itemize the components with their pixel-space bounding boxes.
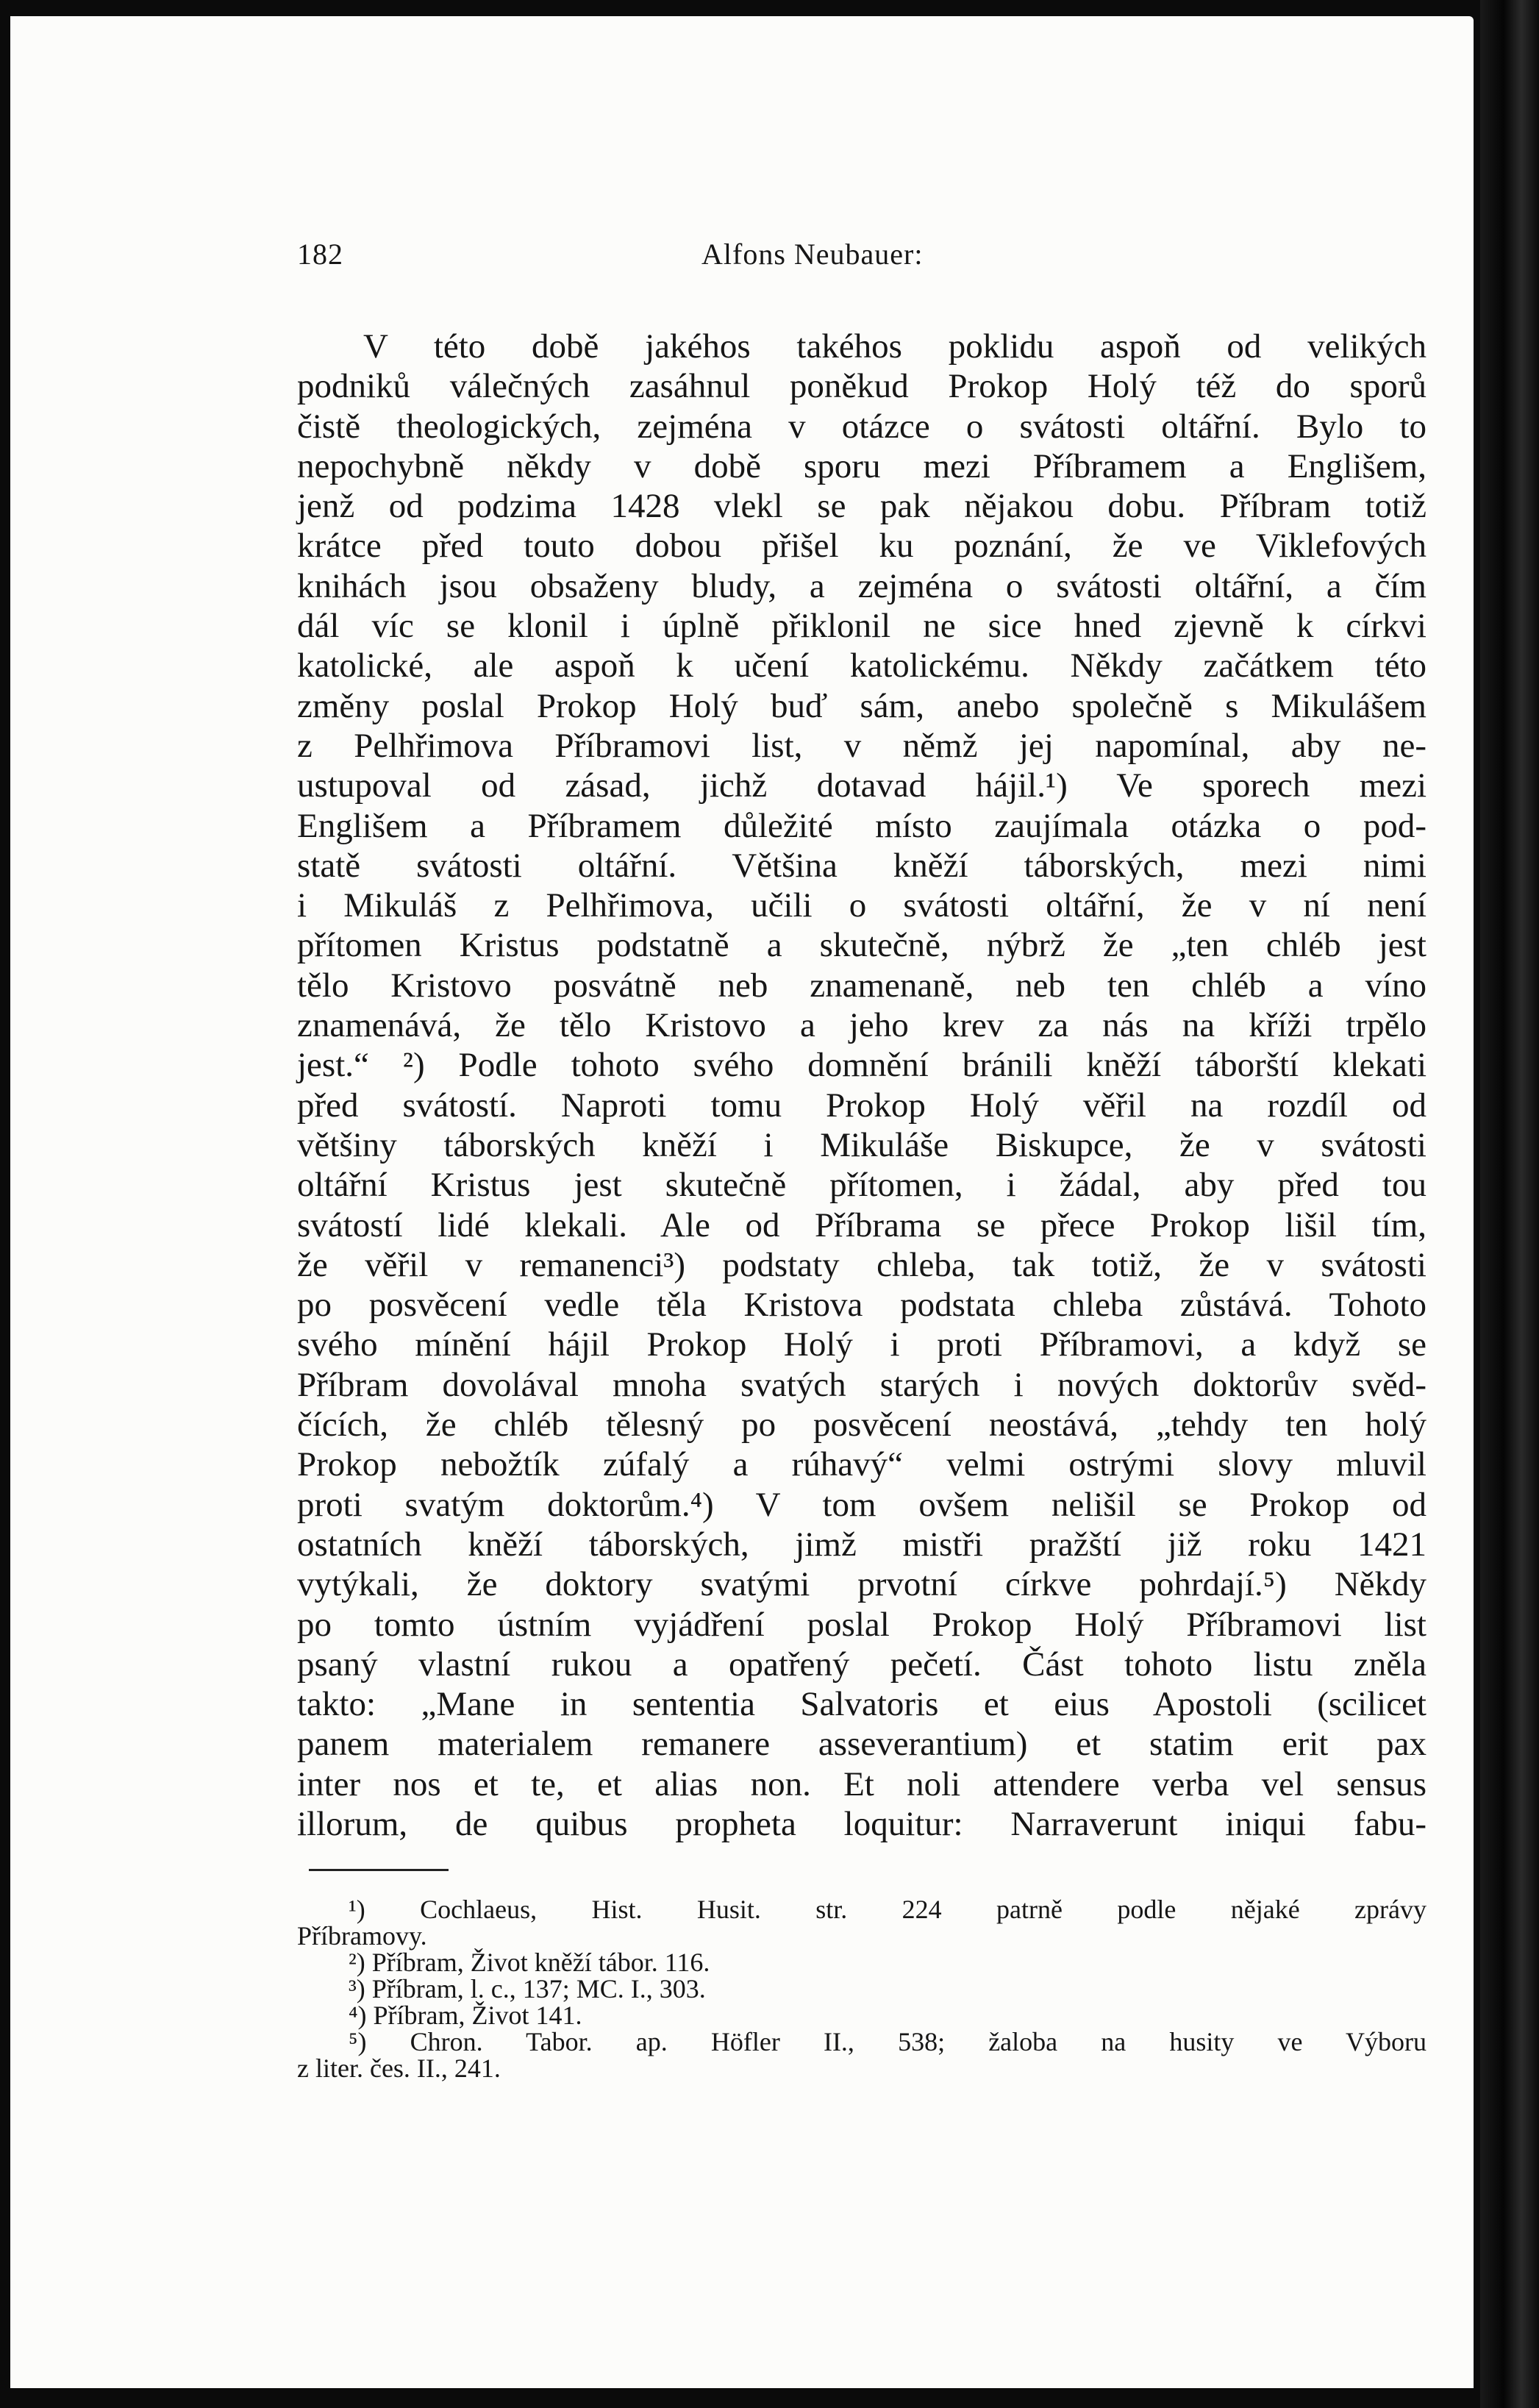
text-line: změny poslal Prokop Holý buď sám, anebo společně s Mikulášem xyxy=(297,686,1426,725)
text-line: podniků válečných zasáhnul poněkud Prokop Holý též do sporů xyxy=(297,367,1426,406)
text-line: panem materialem remanere asseverantium) et statim erit pax xyxy=(297,1725,1426,1764)
body-paragraph xyxy=(297,327,1426,1844)
text-line: oltářní Kristus jest skutečně přítomen, i žádal, aby před tou xyxy=(297,1166,1426,1205)
text-line: Příbram dovolával mnoha svatých starých i nových doktorův svěd- xyxy=(297,1365,1426,1404)
text-line: V této době jakéhos takéhos poklidu aspoň od velikých xyxy=(363,327,1426,366)
text-line: čistě theologických, zejména v otázce o svátosti oltářní. Bylo to xyxy=(297,407,1426,446)
text-line: čících, že chléb tělesný po posvěcení neostává, „tehdy ten holý xyxy=(297,1406,1426,1445)
footnote: ³) Příbram, l. c., 137; MC. I., 303. xyxy=(349,1974,706,2004)
footnote: ²) Příbram, Život kněží tábor. 116. xyxy=(349,1948,710,1978)
footnote: ⁵) Chron. Tabor. ap. Höfler II., 538; žaloba na husity ve Výboru xyxy=(349,2027,1426,2057)
text-line: illorum, de quibus propheta loquitur: Narraverunt iniqui fabu- xyxy=(297,1804,1426,1843)
text-line: statě svátosti oltářní. Většina kněží táborských, mezi nimi xyxy=(297,846,1426,885)
footnote-continuation: z liter. čes. II., 241. xyxy=(297,2053,501,2084)
text-line: svátostí lidé klekali. Ale od Příbrama se přece Prokop lišil tím, xyxy=(297,1205,1426,1244)
footnote: ⁴) Příbram, Život 141. xyxy=(349,2001,582,2031)
text-line: jenž od podzima 1428 vlekl se pak nějakou dobu. Příbram totiž xyxy=(297,487,1426,526)
running-header xyxy=(297,237,1426,281)
text-line: ostatních kněží táborských, jimž mistři pražští již roku 1421 xyxy=(297,1525,1426,1564)
running-title: Alfons Neubauer: xyxy=(701,238,924,271)
text-line: Prokop nebožtík zúfalý a rúhavý“ velmi ostrými slovy mluvil xyxy=(297,1445,1426,1484)
text-line: jest.“ ²) Podle tohoto svého domnění bránili kněží táborští klekati xyxy=(297,1046,1426,1085)
text-line: proti svatým doktorům.⁴) V tom ovšem nelišil se Prokop od xyxy=(297,1485,1426,1524)
text-line: ustupoval od zásad, jichž dotavad hájil.¹) Ve sporech mezi xyxy=(297,766,1426,805)
text-line: krátce před touto dobou přišel ku poznání, že ve Viklefových xyxy=(297,527,1426,566)
footnote-continuation: Příbramovy. xyxy=(297,1921,427,1951)
text-line: po posvěcení vedle těla Kristova podstata chleba zůstává. Tohoto xyxy=(297,1286,1426,1325)
text-line: před svátostí. Naproti tomu Prokop Holý věřil na rozdíl od xyxy=(297,1086,1426,1125)
footnote: ¹) Cochlaeus, Hist. Husit. str. 224 patrně podle nějaké zprávy xyxy=(349,1895,1426,1925)
text-line: po tomto ústním vyjádření poslal Prokop Holý Příbramovi list xyxy=(297,1605,1426,1644)
text-line: Englišem a Příbramem důležité místo zaujímala otázka o pod- xyxy=(297,806,1426,845)
text-line: dál víc se klonil i úplně přiklonil ne sice hned zjevně k církvi xyxy=(297,607,1426,646)
text-line: psaný vlastní rukou a opatřený pečetí. Část tohoto listu zněla xyxy=(297,1645,1426,1684)
text-line: znamenává, že tělo Kristovo a jeho krev za nás na kříži trpělo xyxy=(297,1006,1426,1045)
text-line: katolické, ale aspoň k učení katolickému. Někdy začátkem této xyxy=(297,646,1426,685)
page-content xyxy=(297,237,1426,2084)
text-line: takto: „Mane in sententia Salvatoris et eius Apostoli (scilicet xyxy=(297,1685,1426,1724)
text-line: vytýkali, že doktory svatými prvotní církve pohrdají.⁵) Někdy xyxy=(297,1565,1426,1604)
text-line: nepochybně někdy v době sporu mezi Příbramem a Englišem, xyxy=(297,446,1426,485)
footnotes xyxy=(297,1895,1426,2084)
text-line: přítomen Kristus podstatně a skutečně, nýbrž že „ten chléb jest xyxy=(297,926,1426,965)
text-line: že věřil v remanenci³) podstaty chleba, tak totiž, že v svátosti xyxy=(297,1245,1426,1284)
text-line: většiny táborských kněží i Mikuláše Biskupce, že v svátosti xyxy=(297,1125,1426,1164)
page-number: 182 xyxy=(297,238,343,271)
text-line: svého mínění hájil Prokop Holý i proti Příbramovi, a když se xyxy=(297,1325,1426,1364)
text-line: knihách jsou obsaženy bludy, a zejména o svátosti oltářní, a čím xyxy=(297,566,1426,605)
text-line: tělo Kristovo posvátně neb znamenaně, neb ten chléb a víno xyxy=(297,966,1426,1005)
text-line: inter nos et te, et alias non. Et noli attendere verba vel sensus xyxy=(297,1764,1426,1803)
book-page xyxy=(10,16,1474,2388)
text-line: z Pelhřimova Příbramovi list, v němž jej napomínal, aby ne- xyxy=(297,726,1426,765)
text-line: i Mikuláš z Pelhřimova, učili o svátosti oltářní, že v ní není xyxy=(297,886,1426,925)
footnote-divider xyxy=(309,1869,449,1871)
book-binding-edge xyxy=(1480,0,1539,2408)
